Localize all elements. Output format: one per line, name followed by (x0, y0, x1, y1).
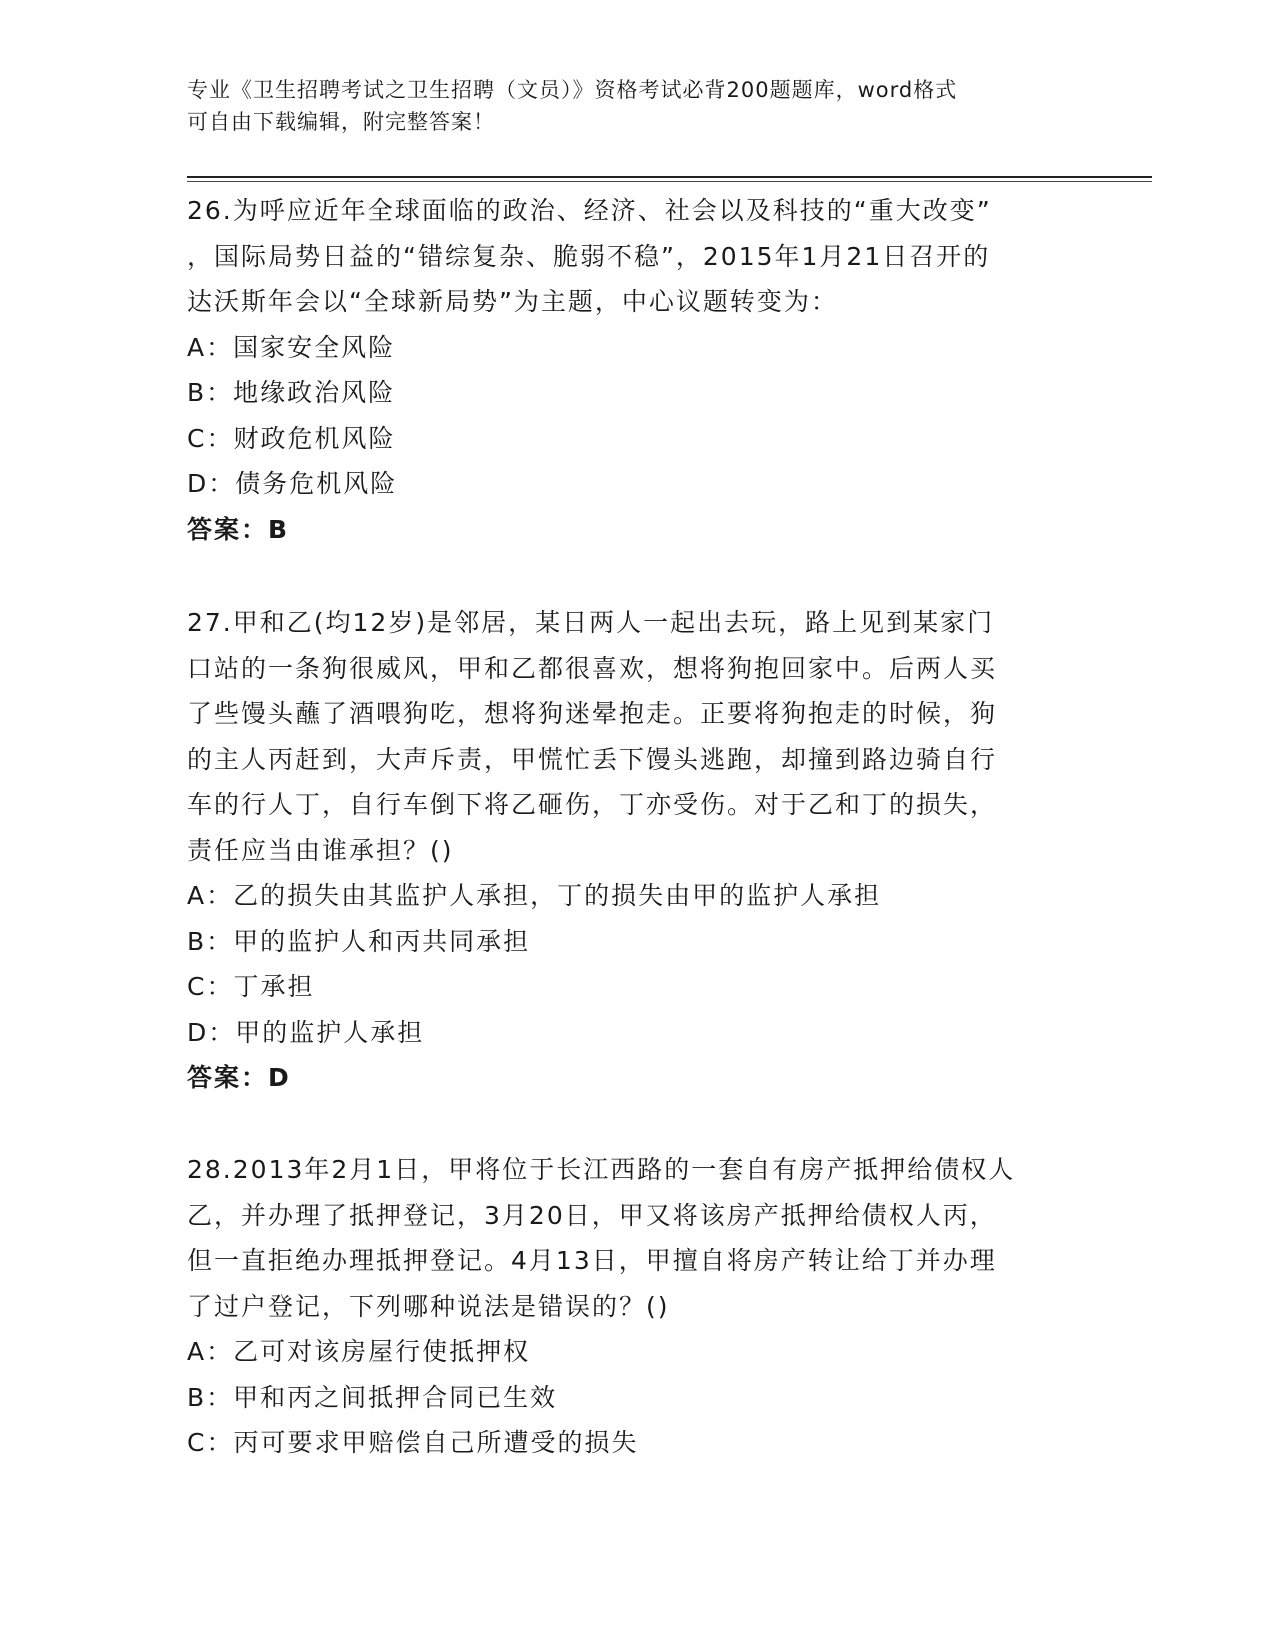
header-line-2: 可自由下载编辑，附完整答案！ (187, 110, 495, 134)
option-c: C：丁承担 (187, 972, 315, 1001)
question-text-line: 了过户登记，下列哪种说法是错误的？() (187, 1291, 670, 1321)
header-divider-thick (187, 176, 1152, 178)
question-text-line: 责任应当由谁承担？() (187, 835, 454, 865)
header-divider-thin (187, 181, 1152, 182)
option-a: A：乙的损失由其监护人承担，丁的损失由甲的监护人承担 (187, 881, 882, 910)
question-28 (187, 1147, 1087, 1466)
header-line-1: 专业《卫生招聘考试之卫生招聘（文员）》资格考试必背200题题库，word格式 (187, 78, 958, 102)
question-26 (187, 188, 1087, 552)
answer-label: 答案：D (187, 1063, 291, 1092)
question-text-line: 达沃斯年会以“全球新局势”为主题，中心议题转变为： (187, 287, 838, 316)
answer-label: 答案：B (187, 514, 290, 544)
option-b: B：甲和丙之间抵押合同已生效 (187, 1382, 558, 1412)
option-a: A：国家安全风险 (187, 332, 396, 362)
question-text-line: 了些馒头蘸了酒喂狗吃，想将狗迷晕抱走。正要将狗抱走的时候，狗 (187, 699, 998, 728)
option-c: C：财政危机风险 (187, 423, 396, 453)
question-text-line: 车的行人丁，自行车倒下将乙砸伤，丁亦受伤。对于乙和丁的损失， (187, 790, 998, 819)
question-text-line: 的主人丙赶到，大声斥责，甲慌忙丢下馒头逃跑，却撞到路边骑自行 (187, 744, 998, 774)
question-27 (187, 600, 1087, 1101)
question-text-line: 但一直拒绝办理抵押登记。4月13日，甲擅自将房产转让给丁并办理 (187, 1246, 997, 1275)
option-b: B：甲的监护人和丙共同承担 (187, 926, 531, 956)
question-text-line: ，国际局势日益的“错综复杂、脆弱不稳”，2015年1月21日召开的 (187, 241, 991, 271)
option-b: B：地缘政治风险 (187, 378, 396, 407)
document-header (187, 74, 1087, 138)
question-text-line: 乙，并办理了抵押登记，3月20日，甲又将该房产抵押给债权人丙， (187, 1200, 997, 1230)
option-c: C：丙可要求甲赔偿自己所遭受的损失 (187, 1428, 639, 1457)
option-a: A：乙可对该房屋行使抵押权 (187, 1337, 531, 1366)
question-text-line: 28.2013年2月1日，甲将位于长江西路的一套自有房产抵押给债权人 (187, 1155, 1016, 1184)
question-text-line: 27.甲和乙(均12岁)是邻居，某日两人一起出去玩，路上见到某家门 (187, 608, 995, 637)
option-d: D：债务危机风险 (187, 469, 398, 498)
question-text-line: 26.为呼应近年全球面临的政治、经济、社会以及科技的“重大改变” (187, 196, 992, 225)
question-text-line: 口站的一条狗很威风，甲和乙都很喜欢，想将狗抱回家中。后两人买 (187, 653, 998, 683)
option-d: D：甲的监护人承担 (187, 1017, 425, 1047)
